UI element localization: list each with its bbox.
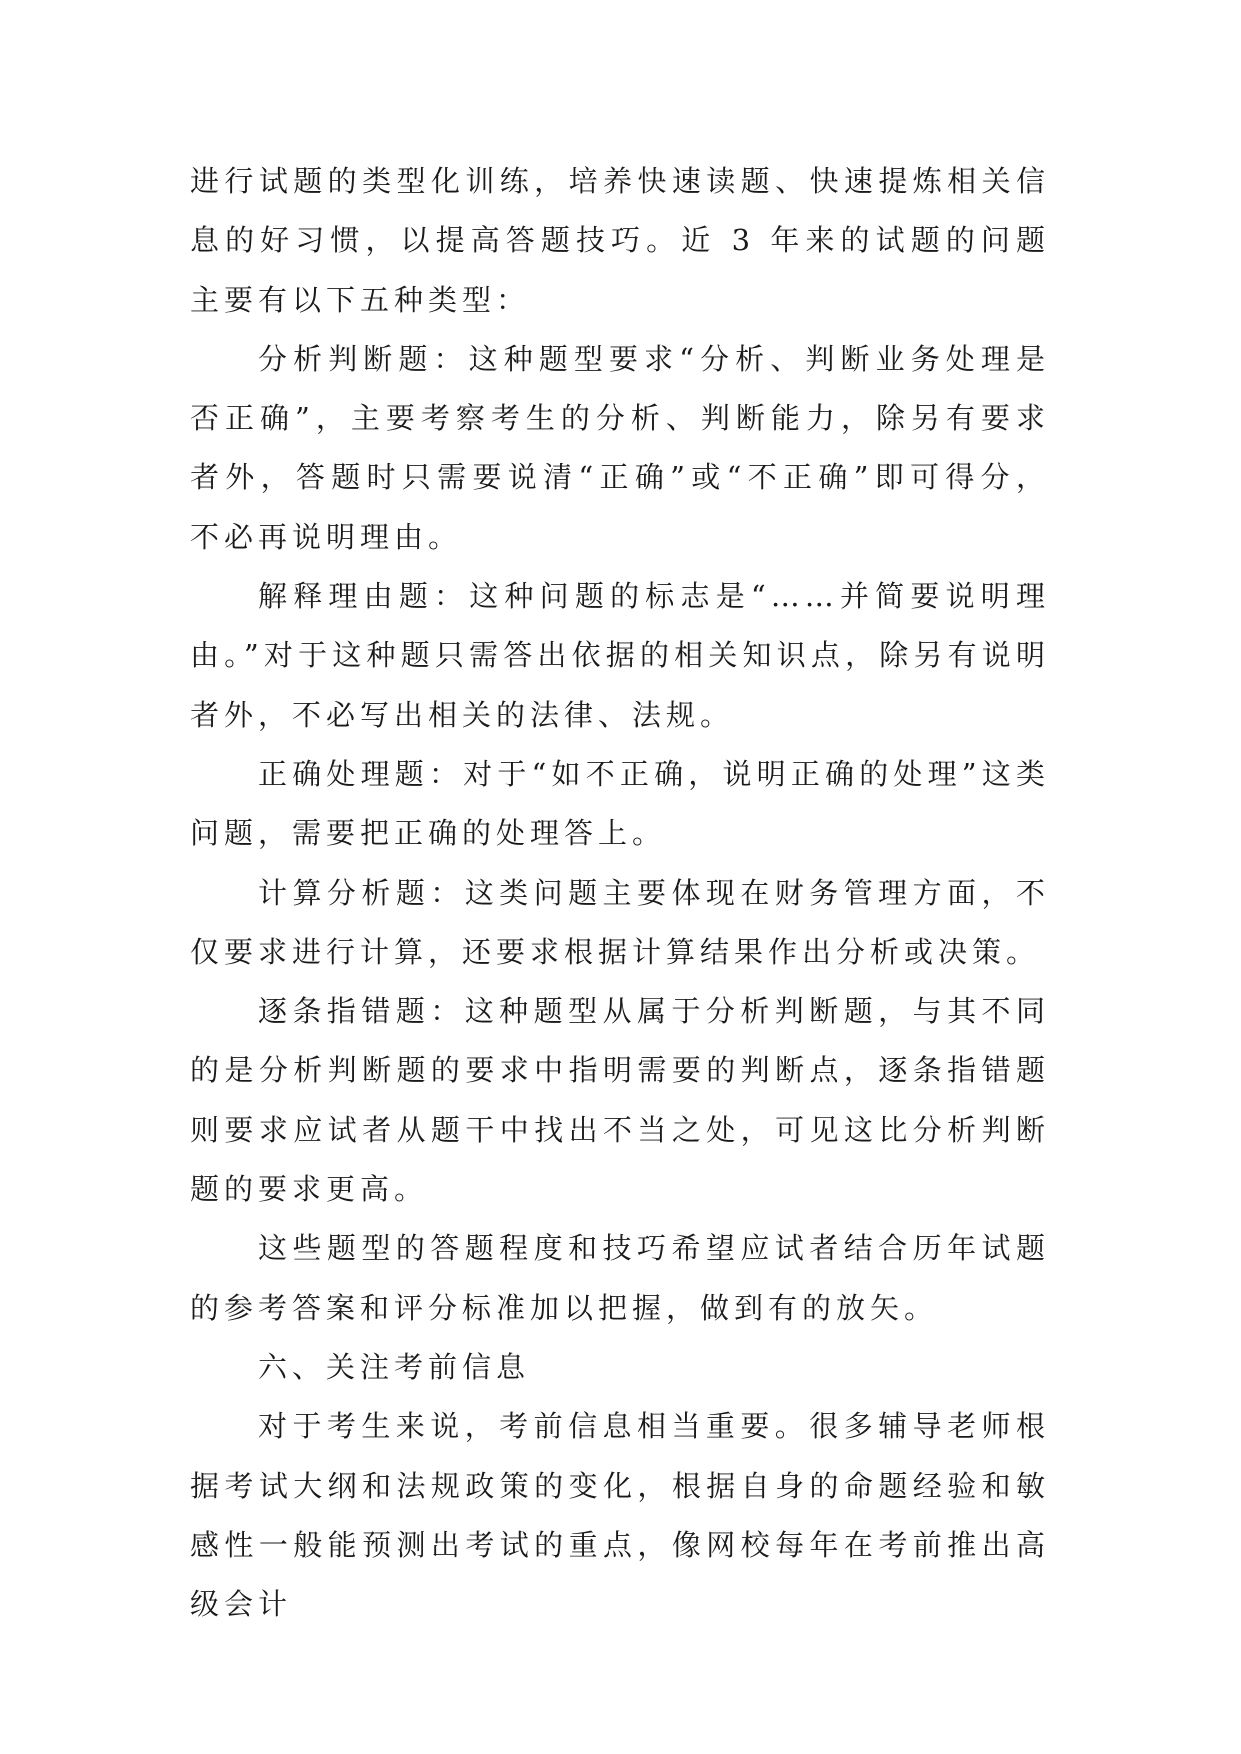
paragraph-intro: 进行试题的类型化训练，培养快速读题、快速提炼相关信息的好习惯，以提高答题技巧。近 3 年来的试题的问题主要有以下五种类型：: [190, 164, 1050, 317]
document-body: [190, 152, 1050, 1634]
paragraph-pre-exam-info: 对于考生来说，考前信息相当重要。很多辅导老师根据考试大纲和法规政策的变化，根据自身的命题经验和敏感性一般能预测出考试的重点，像网校每年在考前推出高级会计: [190, 1409, 1050, 1622]
paragraph-summary: 这些题型的答题程度和技巧希望应试者结合历年试题的参考答案和评分标准加以把握，做到有的放矢。: [190, 1231, 1050, 1325]
paragraph-calculation-analysis: 计算分析题：这类问题主要体现在财务管理方面，不仅要求进行计算，还要求根据计算结果作出分析或决策。: [190, 875, 1050, 969]
paragraph-explain-reason: 解释理由题：这种问题的标志是“……并简要说明理由。”对于这种题只需答出依据的相关知识点，除另有说明者外，不必写出相关的法律、法规。: [190, 579, 1050, 732]
paragraph-analysis-judgment: 分析判断题：这种题型要求“分析、判断业务处理是否正确”，主要考察考生的分析、判断能力，除另有要求者外，答题时只需要说清“正确”或“不正确”即可得分，不必再说明理由。: [190, 341, 1050, 554]
paragraph-error-pointing: 逐条指错题：这种题型从属于分析判断题，与其不同的是分析判断题的要求中指明需要的判断点，逐条指错题则要求应试者从题干中找出不当之处，可见这比分析判断题的要求更高。: [190, 994, 1050, 1207]
section-heading: 六、关注考前信息: [258, 1349, 531, 1384]
paragraph-correct-handling: 正确处理题：对于“如不正确，说明正确的处理”这类问题，需要把正确的处理答上。: [190, 756, 1050, 851]
